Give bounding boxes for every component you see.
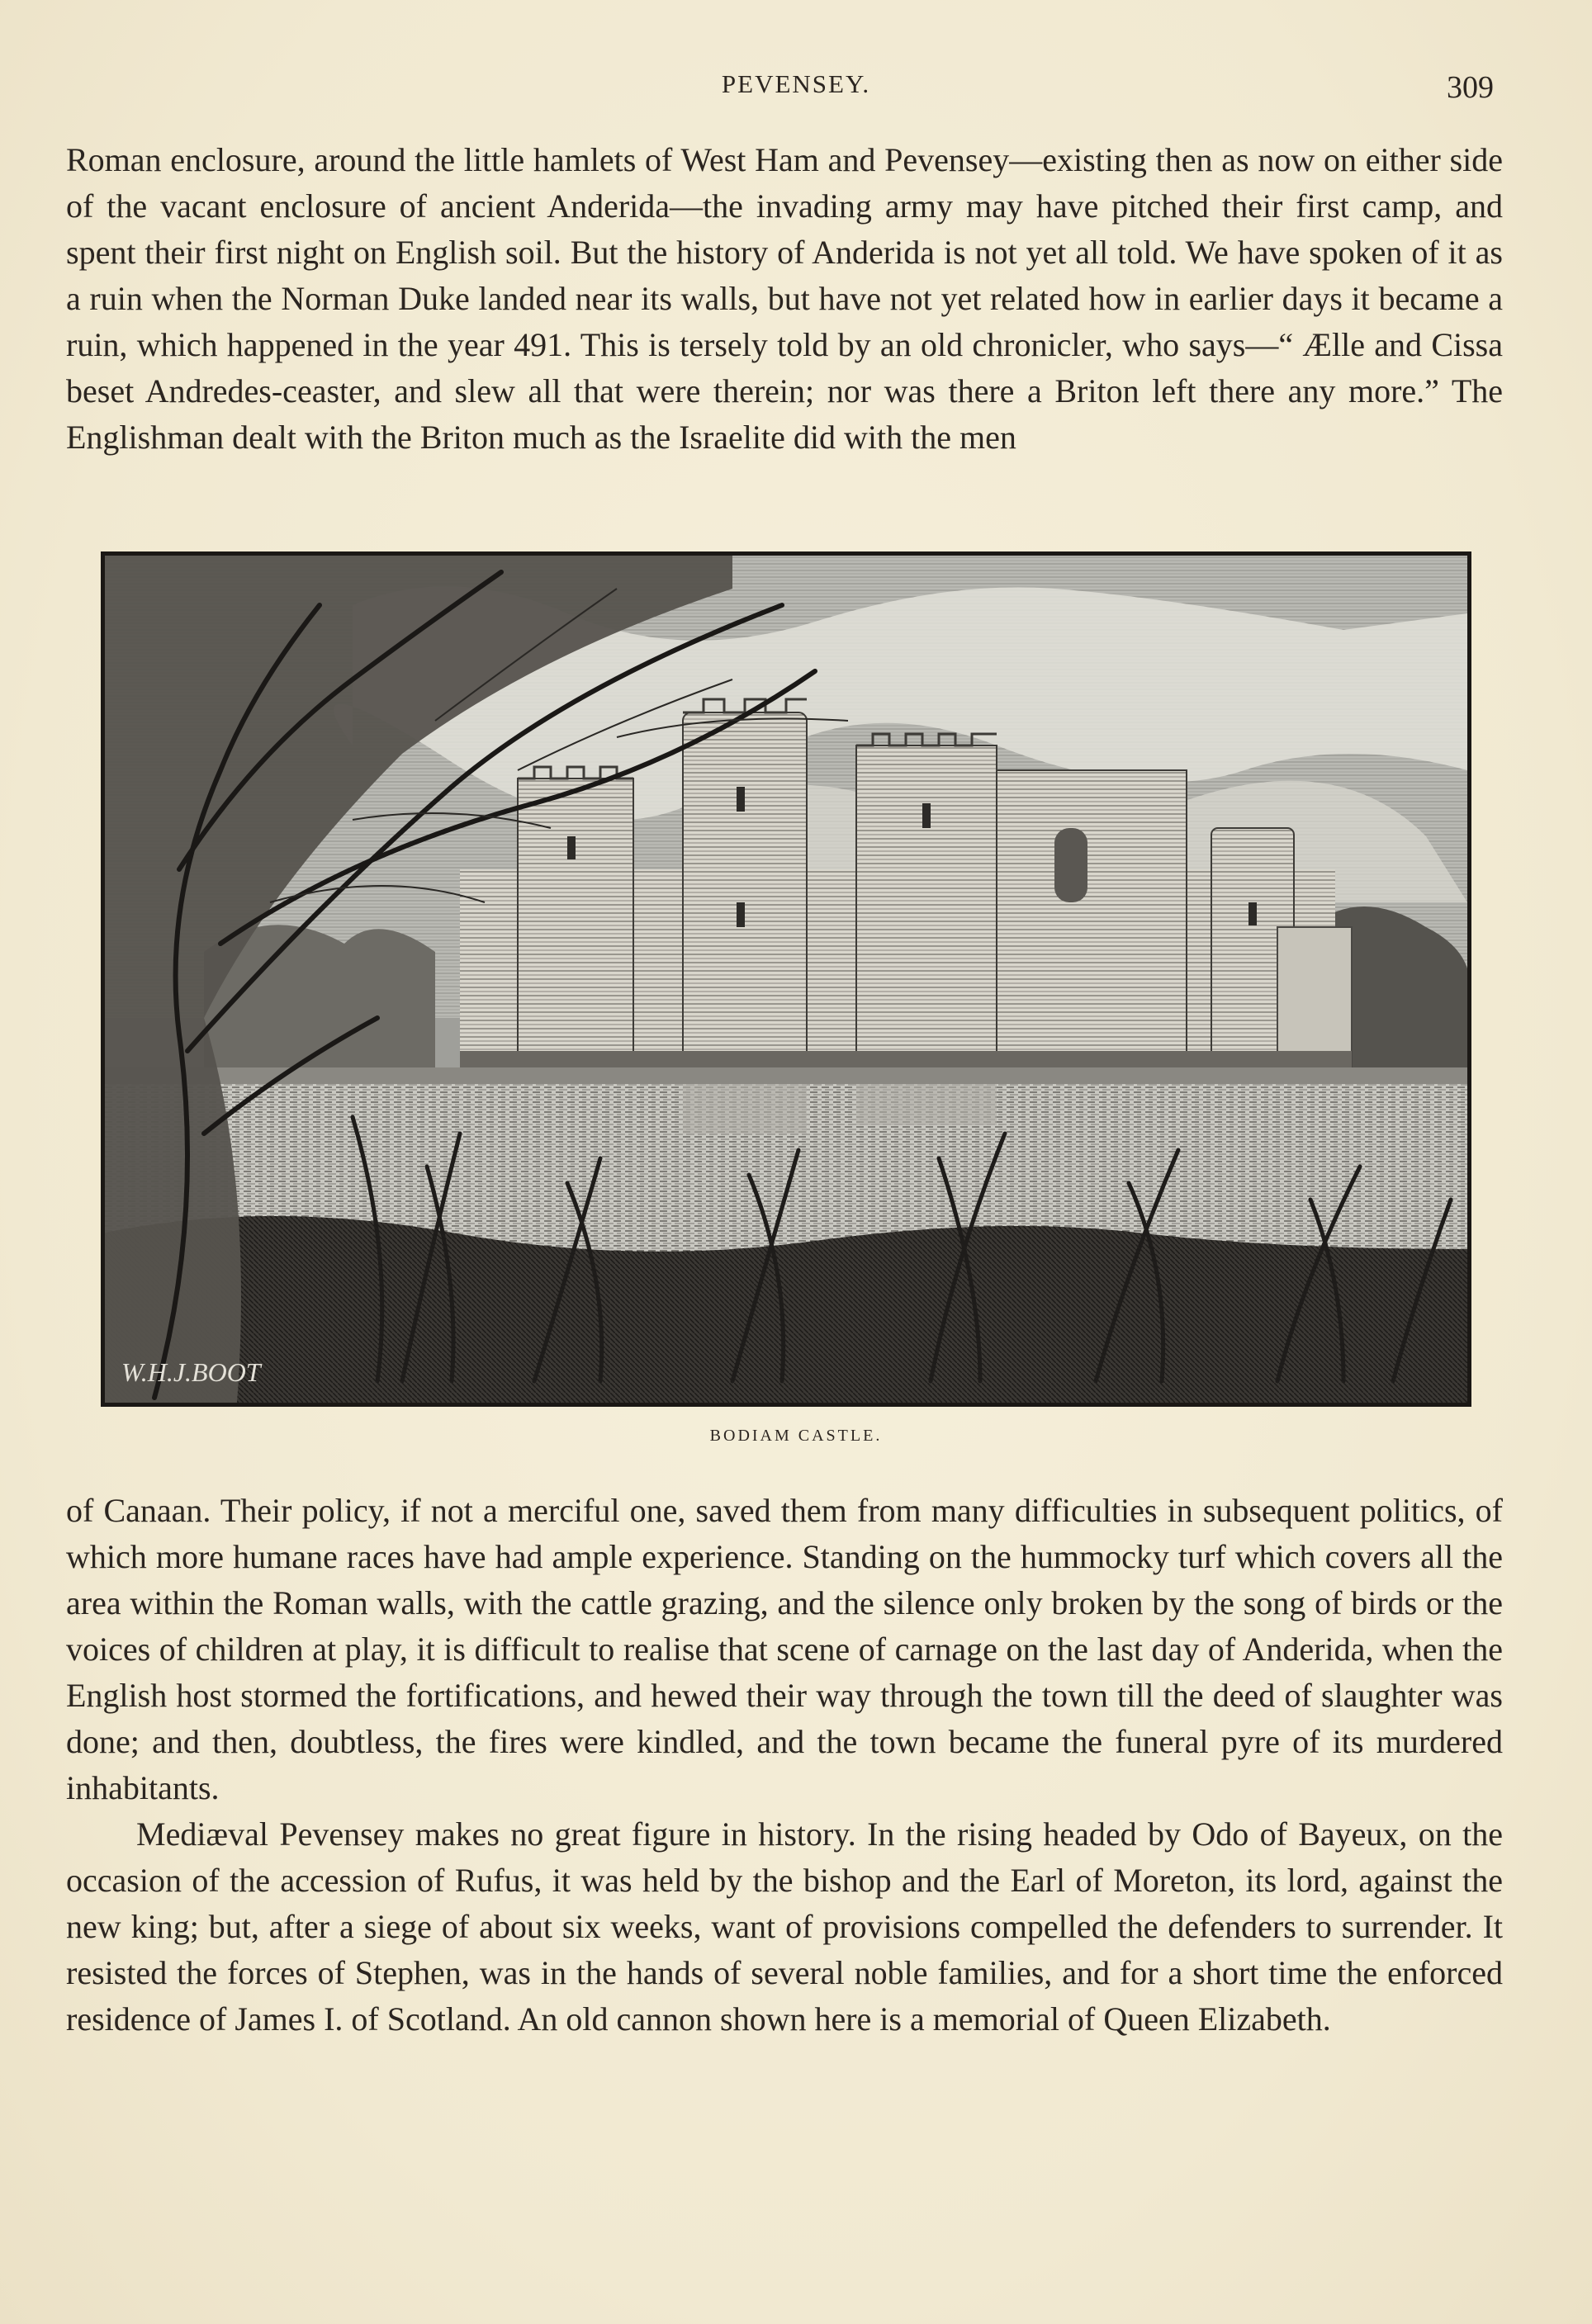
text-block-bottom: [66, 1488, 1503, 2042]
engraver-signature: W.H.J.BOOT: [121, 1357, 261, 1387]
paragraph-continued: Roman enclosure, around the little hamlets of West Ham and Pevensey—existing then as now on either side of the vacant enclosure of ancient Anderida—the invading army may have pitched their first camp, and spent their first night on English soil. But the history of Anderida is not yet all told. We have spoken of it as a ruin when the Norman Duke landed near its walls, but have not yet related how in earlier days it became a ruin, which happened in the year 491. This is tersely told by an old chronicler, who says—“ Ælle and Cissa beset Andredes-ceaster, and slew all that were therein; nor was there a Briton left there any more.” The Englishman dealt with the Briton much as the Israelite did with the men: [66, 141, 1503, 456]
engraving-figure: [101, 551, 1471, 1407]
page-number: 309: [1447, 70, 1494, 105]
text-block-top: [66, 137, 1503, 461]
paragraph-canaan: of Canaan. Their policy, if not a merciful one, saved them from many difficulties in subsequent politics, of which more humane races have had ample experience. Standing on the hummocky turf which covers all the area within the Roman walls, with the cattle grazing, and the silence only broken by the song of birds or the voices of children at play, it is difficult to realise that scene of carnage on the last day of Anderida, when the English host stormed the fortifications, and hewed their way through the town till the deed of slaughter was done; and then, doubtless, the fires were kindled, and the town became the funeral pyre of its murdered inhabitants.: [66, 1492, 1503, 1806]
figure-caption: BODIAM CASTLE.: [709, 1427, 883, 1445]
paragraph-medieval-pevensey: Mediæval Pevensey makes no great figure in history. In the rising headed by Odo of Bayeux, on the occasion of the accession of Rufus, it was held by the bishop and the Earl of Moreton, its lord, against the new king; but, after a siege of about six weeks, want of provisions compelled the defenders to surrender. It resisted the forces of Stephen, was in the hands of several noble families, and for a short time the enforced residence of James I. of Scotland. An old cannon shown here is a memorial of Queen Elizabeth.: [66, 1815, 1503, 2038]
bodiam-castle-engraving: [105, 556, 1467, 1403]
running-title: PEVENSEY.: [721, 69, 871, 98]
